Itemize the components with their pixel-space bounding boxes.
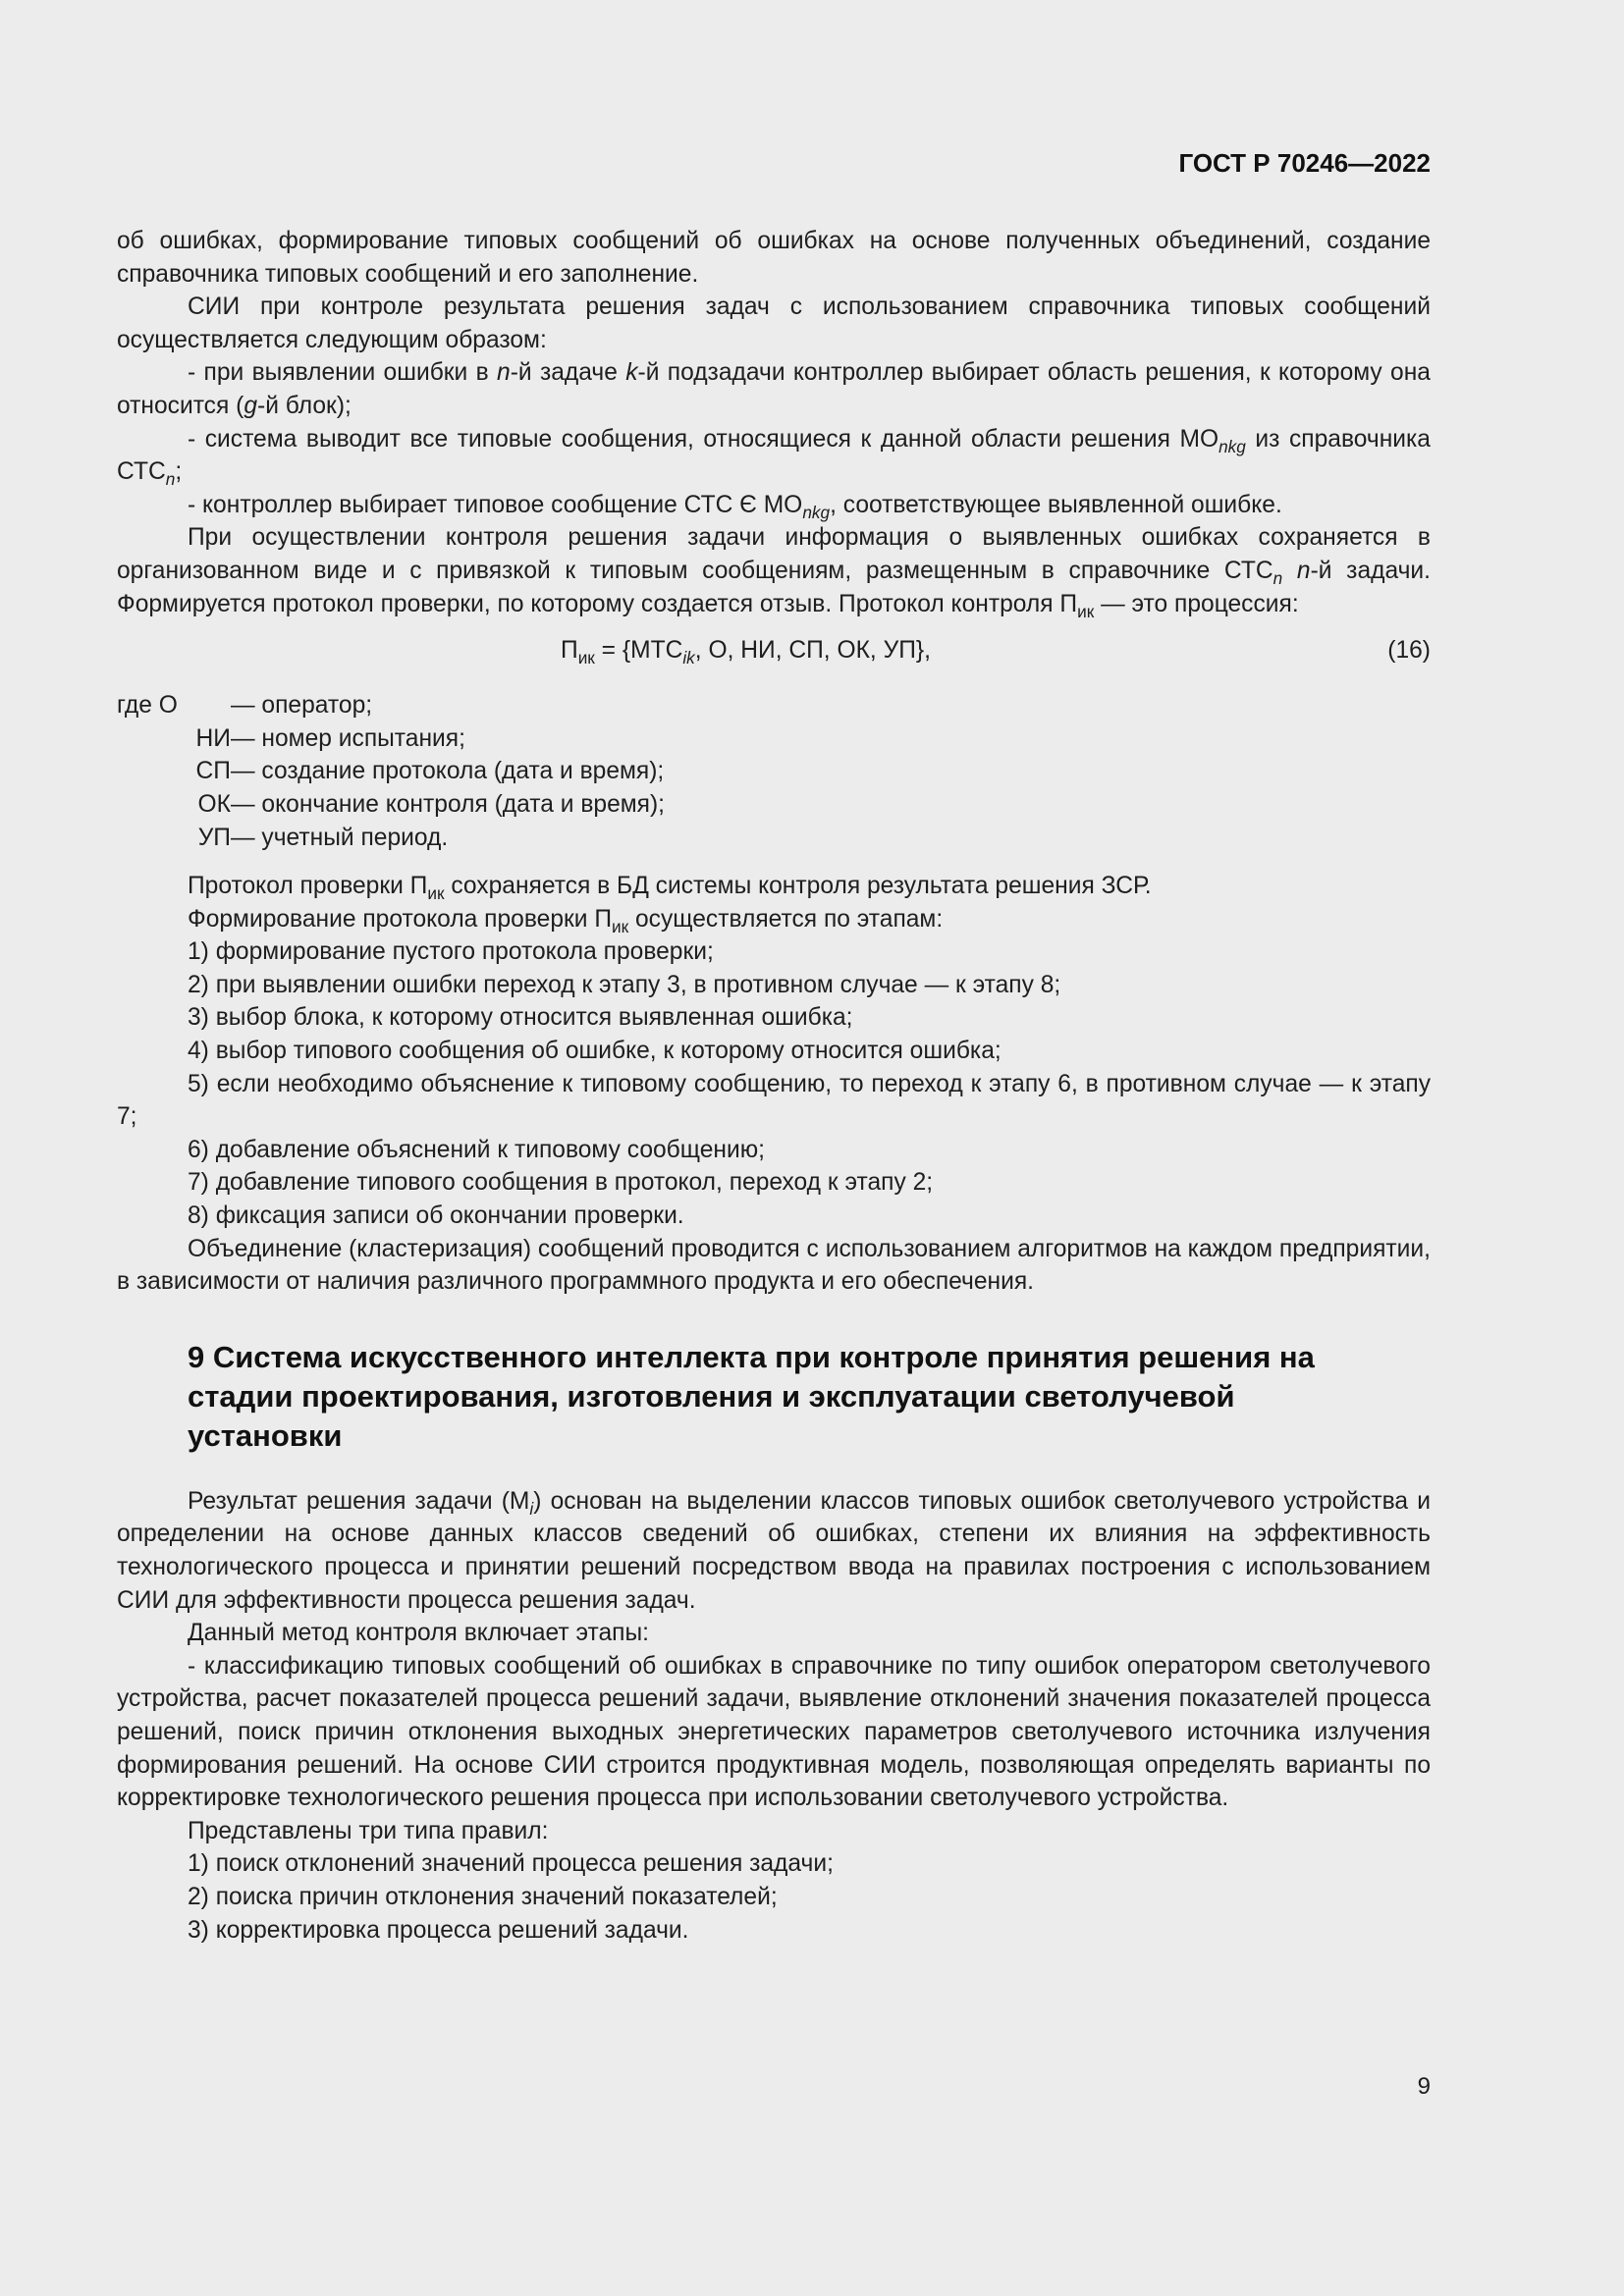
formula-16 [117,634,1431,667]
paragraph-classification: - классификацию типовых сообщений об ошибках в справочнике по типу ошибок оператором светолучевого устройства, расчет показателей процесса решений задачи, выявление отклонений значения показателей процесса решений, поиск причин отклонения выходных энергетических параметров светолучевого источника излучения формирования решений. На основе СИИ строится продуктивная модель, позволяющая определять варианты по корректировке технологического решения процесса при использовании светолучевого устройства. [117,1652,1431,1812]
document-body [117,225,1431,1947]
paragraph-method: Данный метод контроля включает этапы: [188,1620,650,1647]
rule-item: 3) корректировка процесса решений задачи. [188,1916,689,1944]
bullet-item-3: - контроллер выбирает типовое сообщение СТС Є $МО_{nkg}$, соответствующее выявленной ошибке. [188,491,1282,522]
paragraph-protocol-stages: Формирование протокола проверки $П_{ик}$ осуществляется по этапам: [188,905,944,936]
definition-item: СП — создание протокола (дата и время); [195,758,665,785]
step-item: 1) формирование пустого протокола проверки; [188,938,714,966]
paragraph-continuation: об ошибках, формирование типовых сообщений об ошибках на основе полученных объединений, создание справочника типовых сообщений и его заполнение. [117,228,1431,288]
formula-number: (16) [1387,637,1431,665]
bullet-item-2: - система выводит все типовые сообщения, относящиеся к данной области решения $МО_{nkg}$ из справочника $СТС_n$; [117,425,1431,490]
step-item: 8) фиксация записи об окончании проверки. [188,1202,684,1230]
paragraph-protocol: При осуществлении контроля решения задачи информация о выявленных ошибках сохраняется в организованном виде и с привязкой к типовым сообщениям, размещенным в справочнике $СТС_n$ n-й задачи. Формируется протокол проверки, по которому создается отзыв. Протокол контроля $П_{ик}$ — это процессия: [117,524,1432,621]
step-item: 3) выбор блока, к которому относится выявленная ошибка; [188,1004,853,1032]
definition-item: ОК — окончание контроля (дата и время); [197,790,666,818]
step-item: 4) выбор типового сообщения об ошибке, к которому относится ошибка; [188,1038,1001,1065]
paragraph-rules-intro: Представлены три типа правил: [188,1817,549,1844]
step-item: 6) добавление объяснений к типовому сообщению; [188,1136,765,1163]
paragraph-protocol-saved: Протокол проверки $П_{ик}$ сохраняется в БД системы контроля результата решения ЗСР. [188,873,1152,904]
paragraph-result: Результат решения задачи $(М_i)$ основан на выделении классов типовых ошибок светолучевого устройства и определении на основе данных классов сведений об ошибках, степени их влияния на эффективность технологического процесса и принятии решений посредством ввода на правилах построения с использованием СИИ для эффективности процесса решения задач. [117,1487,1431,1614]
formula-expression: $П_{ик} = \{МТС_{ik}$, О, НИ, СП, ОК, УП}, [561,637,931,668]
step-item: 7) добавление типового сообщения в протокол, переход к этапу 2; [188,1169,934,1197]
page-number: 9 [1417,2073,1431,2100]
document-header: ГОСТ Р 70246—2022 [1178,148,1431,178]
paragraph-sii-control: СИИ при контроле результата решения задач с использованием справочника типовых сообщений осуществляется следующим образом: [117,294,1431,353]
step-item: 2) при выявлении ошибки переход к этапу 3, в противном случае — к этапу 8; [188,971,1061,998]
paragraph-clustering: Объединение (кластеризация) сообщений проводится с использованием алгоритмов на каждом предприятии, в зависимости от наличия различного программного продукта и его обеспечения. [117,1235,1431,1296]
definition-item: где О — оператор; [117,692,373,720]
section-9-title: 9 Система искусственного интеллекта при контроле принятия решения на стадии проектирования, изготовления и эксплуатации светолучевой установки [188,1339,1315,1453]
rule-item: 1) поиск отклонений значений процесса решения задачи; [188,1850,834,1878]
definition-item: НИ — номер испытания; [195,724,465,752]
step-item: 5) если необходимо объяснение к типовому сообщению, то переход к этапу 6, в противном случае — к этапу 7; [117,1070,1431,1131]
rule-item: 2) поиска причин отклонения значений показателей; [188,1883,778,1910]
definition-item: УП — учетный период. [197,824,449,851]
bullet-item-1: - при выявлении ошибки в n-й задаче k-й подзадачи контроллер выбирает область решения, к которому она относится (g-й блок); [117,359,1431,419]
definitions-list [117,689,1431,854]
